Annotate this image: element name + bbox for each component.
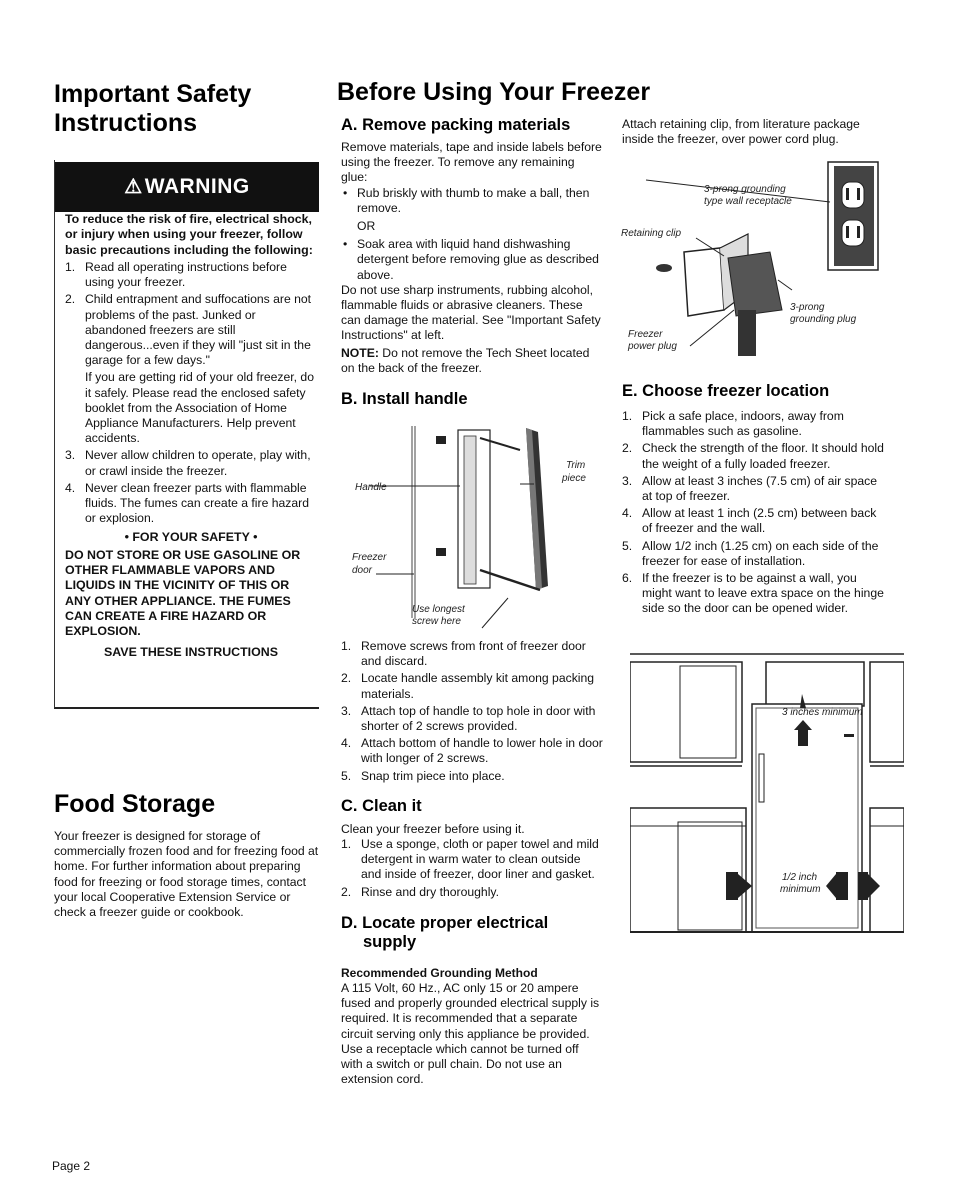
- section-e-title: E. Choose freezer location: [622, 382, 830, 400]
- list-item: If you are getting rid of your old freezer, do it safely. Please read the enclosed safety booklet from the Association of Home Appliance Manufacturers. Help prevent accidents.: [85, 370, 314, 446]
- section-a-text2: Do not use sharp instruments, rubbing alcohol, flammable fluids or abrasive cleaners. These can damage the material. See "Important Safety Instructions" at left.: [341, 282, 601, 343]
- food-storage-text: Your freezer is designed for storage of commercially frozen food and for freezing food at home. For further information about preparing food for freezing or food storage times, contact your local Cooperative Extension Service or check a freezer guide or cookbook.: [54, 829, 319, 920]
- label-trim-2: piece: [562, 473, 586, 484]
- side-gap-arrow-right-icon: [836, 872, 848, 900]
- retaining-clip-shape: [684, 248, 724, 316]
- label-handle: Handle: [355, 482, 387, 493]
- section-d-title: D. Locate proper electrical supply: [341, 913, 549, 951]
- label-top-gap: 3 inches minimum: [782, 707, 863, 718]
- label-retaining-clip: Retaining clip: [621, 228, 682, 239]
- label-side-gap-2: minimum: [780, 884, 821, 895]
- safety-title-line1: Important Safety: [54, 80, 252, 108]
- plug-diagram: [620, 160, 884, 360]
- grounding-text: A 115 Volt, 60 Hz., AC only 15 or 20 ampere fused and properly grounded electrical supply is required. It is recommended that a separate circuit serving only this appliance be provided. Use a receptacle which cannot be turned off with a switch or pull chain. Do not use an extension cord.: [341, 981, 600, 1087]
- list-item: 5. Allow 1/2 inch (1.25 cm) on each side of the freezer for ease of installation.: [622, 538, 879, 568]
- label-freezer-1: Freezer: [352, 552, 387, 563]
- label-longest-2: screw here: [412, 616, 461, 627]
- page-number: Page 2: [52, 1159, 91, 1173]
- warning-banner: [55, 162, 319, 212]
- section-b-steps: [341, 639, 603, 784]
- section-c-text: Clean your freezer before using it.: [341, 821, 525, 836]
- label-power-2: power plug: [628, 341, 677, 352]
- list-item: • Rub briskly with thumb to make a ball, then remove.: [341, 186, 603, 216]
- top-gap-arrow-icon: [798, 730, 808, 746]
- upper-cabinet-middle: [766, 662, 864, 706]
- list-item: 3. Never allow children to operate, play with, or crawl inside the freezer.: [65, 448, 311, 478]
- warning-intro: To reduce the risk of fire, electrical shock, or injury when using your freezer, follow basic precautions including the following:: [65, 212, 313, 257]
- section-a-note: NOTE: Do not remove the Tech Sheet located on the back of the freezer.: [341, 345, 590, 375]
- list-item: 2. Child entrapment and suffocations are not problems of the past. Junked or abandoned freezers are still dangerous...even if they will "just sit in the garage for a few days.": [65, 292, 312, 368]
- section-a-or: OR: [357, 219, 376, 234]
- for-your-safety: • FOR YOUR SAFETY •: [124, 530, 258, 545]
- list-item: 4. Attach bottom of handle to lower hole in door with longer of 2 screws.: [341, 736, 603, 766]
- list-item: 3. Attach top of handle to top hole in door with shorter of 2 screws provided.: [341, 703, 596, 734]
- upper-cabinet-right: [870, 662, 904, 762]
- list-item: 4. Never clean freezer parts with flammable fluids. The fumes can create a fire hazard or explosion.: [65, 480, 310, 526]
- label-trim-1: Trim: [566, 460, 586, 471]
- lower-cabinet-right: [870, 808, 904, 932]
- food-storage-title: Food Storage: [54, 790, 216, 818]
- warning-label: WARNING: [144, 175, 250, 198]
- power-plug-shape: [728, 252, 782, 316]
- label-plug-1: 3-prong: [790, 302, 825, 313]
- list-item: 1. Use a sponge, cloth or paper towel and mild detergent in warm water to clean outside and inside of freezer, door liner and gasket.: [341, 837, 599, 882]
- handle-diagram: [340, 418, 602, 630]
- list-item: 6. If the freezer is to be against a wall, you might want to leave extra space on the hinge side so the door can be opened wider.: [622, 571, 884, 616]
- label-power-1: Freezer: [628, 329, 663, 340]
- page-title: Before Using Your Freezer: [337, 78, 651, 106]
- list-item: 3. Allow at least 3 inches (7.5 cm) of air space at top of freezer.: [622, 473, 878, 504]
- section-a-text: Remove materials, tape and inside labels before using the freezer. To remove any remaining glue:: [341, 140, 602, 185]
- list-item: 2. Check the strength of the floor. It should hold the weight of a fully loaded freezer.: [622, 441, 884, 471]
- section-c-steps: [341, 837, 603, 900]
- list-item: 5. Snap trim piece into place.: [341, 768, 505, 783]
- list-item: 2. Rinse and dry thoroughly.: [341, 884, 499, 899]
- section-a-bullets-2: [341, 237, 603, 283]
- section-a-title: A. Remove packing materials: [341, 116, 571, 134]
- safety-caps-warning: DO NOT STORE OR USE GASOLINE OR OTHER FLAMMABLE VAPORS AND LIQUIDS IN THE VICINITY OF THIS OR ANY OTHER APPLIANCE. THE FUMES CAN CREATE A FIRE HAZARD OR EXPLOSION.: [65, 547, 301, 639]
- label-longest-1: Use longest: [412, 604, 465, 615]
- list-item: 4. Allow at least 1 inch (2.5 cm) between back of freezer and the wall.: [622, 506, 877, 536]
- attach-clip-text: Attach retaining clip, from literature package inside the freezer, over power cord plug.: [622, 117, 860, 147]
- top-screw-head: [436, 436, 446, 444]
- label-freezer-2: door: [352, 565, 373, 576]
- side-gap-arrow-left-icon: [726, 872, 738, 900]
- section-e-steps: [622, 409, 884, 617]
- warning-box: [54, 160, 319, 709]
- list-item: 1. Remove screws from front of freezer door and discard.: [341, 639, 586, 669]
- section-c-title: C. Clean it: [341, 796, 422, 815]
- list-item: 1. Pick a safe place, indoors, away from flammables such as gasoline.: [622, 409, 844, 439]
- section-a-bullets: [341, 186, 603, 216]
- list-item: • Soak area with liquid hand dishwashing detergent before removing glue as described above.: [341, 237, 603, 283]
- list-item: 2. Locate handle assembly kit among packing materials.: [341, 671, 595, 701]
- bottom-screw-head: [436, 548, 446, 556]
- label-receptacle-1: 3-prong grounding: [704, 184, 786, 195]
- clip-screw-icon: [656, 264, 672, 272]
- section-b-title: B. Install handle: [341, 390, 468, 409]
- label-side-gap-1: 1/2 inch: [782, 872, 818, 883]
- power-cord: [738, 310, 756, 356]
- label-plug-2: grounding plug: [790, 314, 857, 325]
- safety-title-line2: Instructions: [54, 109, 198, 137]
- list-item: 1. Read all operating instructions before using your freezer.: [65, 259, 287, 290]
- save-instructions: SAVE THESE INSTRUCTIONS: [104, 645, 278, 660]
- freezer-handle: [759, 754, 764, 802]
- safety-section-title: [54, 80, 324, 138]
- warning-list: [65, 260, 317, 526]
- warning-triangle-icon: ⚠: [124, 176, 143, 198]
- label-receptacle-2: type wall receptacle: [704, 196, 792, 207]
- location-diagram: [630, 648, 904, 936]
- grounding-subhead: Recommended Grounding Method: [341, 965, 538, 980]
